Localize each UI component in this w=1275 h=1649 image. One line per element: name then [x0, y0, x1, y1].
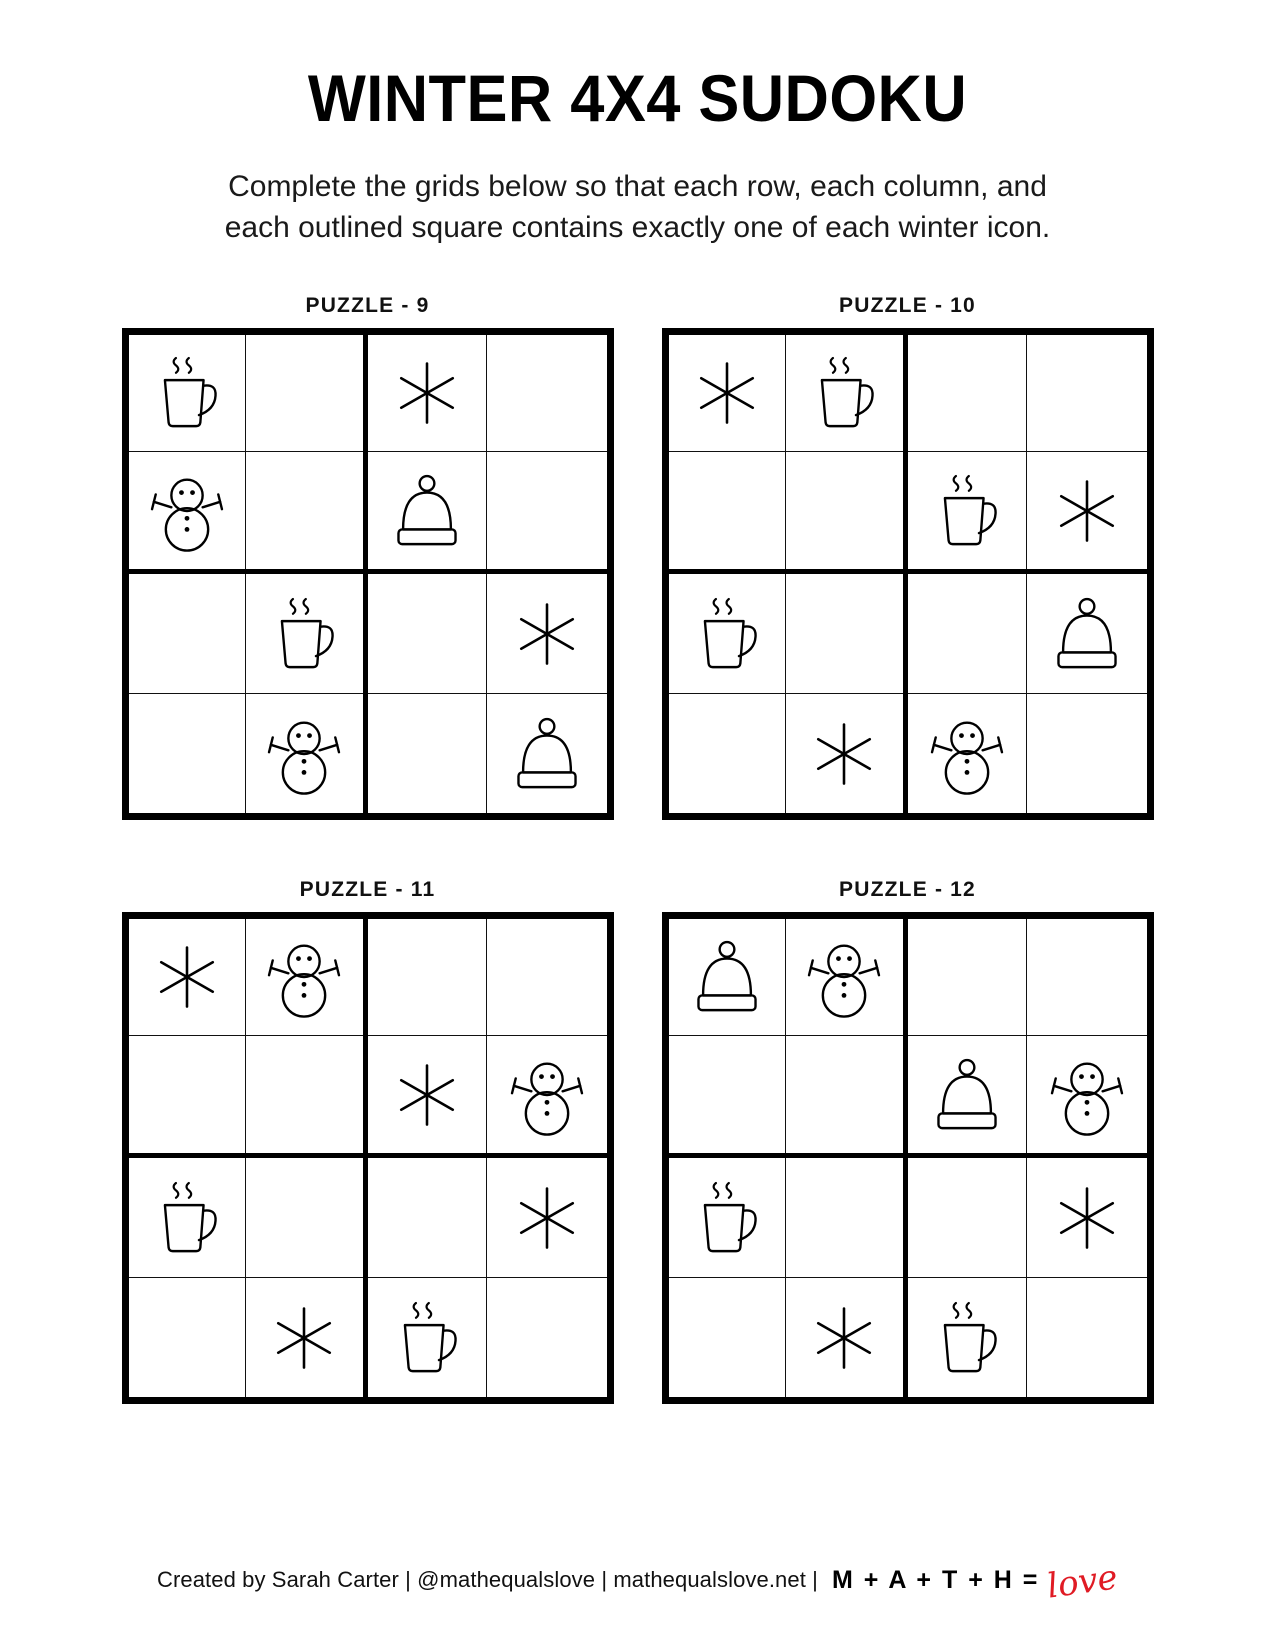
- sudoku-cell-empty[interactable]: [487, 452, 607, 569]
- sudoku-cell-winter-hat-icon[interactable]: [368, 452, 488, 569]
- puzzle-4: [638, 878, 1178, 1404]
- sudoku-cell-empty[interactable]: [246, 452, 363, 569]
- sudoku-cell-winter-hat-icon[interactable]: [669, 919, 786, 1036]
- snowman-icon: [1041, 1049, 1133, 1141]
- footer: [0, 1557, 1275, 1607]
- hot-cocoa-mug-icon: [681, 588, 773, 680]
- sudoku-grid: [122, 328, 614, 820]
- sudoku-cell-snowflake-icon[interactable]: [368, 1036, 488, 1153]
- mathequalslove-logo: [831, 1557, 1121, 1607]
- instructions: [138, 167, 1138, 248]
- sudoku-cell-snowflake-icon[interactable]: [786, 1278, 903, 1398]
- snowflake-icon: [258, 1292, 350, 1384]
- snowflake-icon: [141, 931, 233, 1023]
- footer-credit: Created by Sarah Carter | @mathequalslove | mathequalslove.net |: [156, 1567, 818, 1592]
- hot-cocoa-mug-icon: [141, 1172, 233, 1264]
- grid-block-2: [908, 919, 1147, 1158]
- sudoku-cell-empty[interactable]: [368, 919, 488, 1036]
- winter-hat-icon: [1041, 588, 1133, 680]
- sudoku-cell-empty[interactable]: [908, 335, 1028, 452]
- sudoku-cell-empty[interactable]: [1027, 1278, 1147, 1398]
- sudoku-cell-empty[interactable]: [786, 574, 903, 694]
- snowflake-icon: [501, 588, 593, 680]
- hot-cocoa-mug-icon: [798, 347, 890, 439]
- puzzle-label: PUZZLE - 10: [839, 294, 976, 318]
- hot-cocoa-mug-icon: [381, 1292, 473, 1384]
- snowman-icon: [798, 931, 890, 1023]
- grid-block-1: [129, 919, 368, 1158]
- sudoku-cell-empty[interactable]: [908, 1158, 1028, 1278]
- logo-love-text: love: [1044, 1557, 1121, 1607]
- sudoku-grid: [662, 912, 1154, 1404]
- puzzle-label: PUZZLE - 9: [305, 294, 430, 318]
- sudoku-cell-hot-cocoa-mug-icon[interactable]: [129, 1158, 246, 1278]
- grid-block-3: [669, 1158, 908, 1397]
- sudoku-cell-empty[interactable]: [786, 452, 903, 569]
- logo-math-text: M + A + T + H =: [831, 1565, 1040, 1594]
- snowman-icon: [141, 465, 233, 557]
- sudoku-cell-empty[interactable]: [908, 919, 1028, 1036]
- sudoku-cell-snowman-icon[interactable]: [487, 1036, 607, 1153]
- snowflake-icon: [1041, 1172, 1133, 1264]
- instructions-line-1: Complete the grids below so that each row, each column, and: [228, 170, 1047, 204]
- sudoku-cell-empty[interactable]: [368, 694, 488, 814]
- sudoku-grid: [122, 912, 614, 1404]
- sudoku-cell-empty[interactable]: [246, 335, 363, 452]
- sudoku-cell-empty[interactable]: [786, 1036, 903, 1153]
- hot-cocoa-mug-icon: [258, 588, 350, 680]
- hot-cocoa-mug-icon: [921, 465, 1013, 557]
- grid-block-2: [908, 335, 1147, 574]
- sudoku-grid: [662, 328, 1154, 820]
- sudoku-cell-snowflake-icon[interactable]: [669, 335, 786, 452]
- grid-block-3: [669, 574, 908, 813]
- winter-hat-icon: [501, 708, 593, 800]
- sudoku-cell-empty[interactable]: [129, 1278, 246, 1398]
- sudoku-cell-snowman-icon[interactable]: [908, 694, 1028, 814]
- grid-block-1: [669, 335, 908, 574]
- snowman-icon: [921, 708, 1013, 800]
- sudoku-cell-empty[interactable]: [1027, 919, 1147, 1036]
- grid-block-4: [908, 574, 1147, 813]
- sudoku-cell-snowflake-icon[interactable]: [487, 574, 607, 694]
- sudoku-cell-snowflake-icon[interactable]: [786, 694, 903, 814]
- snowflake-icon: [798, 708, 890, 800]
- sudoku-cell-snowflake-icon[interactable]: [487, 1158, 607, 1278]
- sudoku-cell-hot-cocoa-mug-icon[interactable]: [368, 1278, 488, 1398]
- snowman-icon: [258, 708, 350, 800]
- sudoku-cell-snowflake-icon[interactable]: [1027, 1158, 1147, 1278]
- sudoku-cell-hot-cocoa-mug-icon[interactable]: [669, 574, 786, 694]
- puzzle-grid-container: [0, 294, 1275, 1404]
- instructions-line-2: each outlined square contains exactly one of each winter icon.: [224, 210, 1051, 244]
- sudoku-cell-hot-cocoa-mug-icon[interactable]: [786, 335, 903, 452]
- sudoku-cell-snowman-icon[interactable]: [1027, 1036, 1147, 1153]
- hot-cocoa-mug-icon: [921, 1292, 1013, 1384]
- grid-block-4: [368, 1158, 607, 1397]
- sudoku-cell-empty[interactable]: [487, 1278, 607, 1398]
- puzzle-3: [98, 878, 638, 1404]
- grid-block-3: [129, 1158, 368, 1397]
- sudoku-cell-winter-hat-icon[interactable]: [487, 694, 607, 814]
- sudoku-cell-hot-cocoa-mug-icon[interactable]: [908, 452, 1028, 569]
- winter-hat-icon: [681, 931, 773, 1023]
- grid-block-4: [908, 1158, 1147, 1397]
- snowflake-icon: [681, 347, 773, 439]
- sudoku-cell-hot-cocoa-mug-icon[interactable]: [669, 1158, 786, 1278]
- sudoku-cell-empty[interactable]: [908, 574, 1028, 694]
- sudoku-cell-empty[interactable]: [1027, 335, 1147, 452]
- page-title: WINTER 4X4 SUDOKU: [307, 61, 968, 135]
- winter-hat-icon: [921, 1049, 1013, 1141]
- sudoku-cell-empty[interactable]: [246, 1036, 363, 1153]
- grid-block-3: [129, 574, 368, 813]
- sudoku-cell-empty[interactable]: [487, 919, 607, 1036]
- puzzle-label: PUZZLE - 11: [299, 878, 436, 902]
- puzzle-1: [98, 294, 638, 820]
- snowflake-icon: [381, 1049, 473, 1141]
- sudoku-cell-hot-cocoa-mug-icon[interactable]: [908, 1278, 1028, 1398]
- sudoku-cell-snowman-icon[interactable]: [246, 919, 363, 1036]
- sudoku-cell-snowflake-icon[interactable]: [1027, 452, 1147, 569]
- snowflake-icon: [798, 1292, 890, 1384]
- sudoku-cell-hot-cocoa-mug-icon[interactable]: [129, 335, 246, 452]
- snowflake-icon: [381, 347, 473, 439]
- puzzle-label: PUZZLE - 12: [839, 878, 976, 902]
- sudoku-cell-winter-hat-icon[interactable]: [908, 1036, 1028, 1153]
- grid-block-2: [368, 919, 607, 1158]
- sudoku-cell-empty[interactable]: [669, 1036, 786, 1153]
- grid-block-1: [129, 335, 368, 574]
- snowman-icon: [501, 1049, 593, 1141]
- snowflake-icon: [1041, 465, 1133, 557]
- sudoku-cell-empty[interactable]: [669, 694, 786, 814]
- sudoku-cell-snowman-icon[interactable]: [129, 452, 246, 569]
- winter-hat-icon: [381, 465, 473, 557]
- snowman-icon: [258, 931, 350, 1023]
- hot-cocoa-mug-icon: [141, 347, 233, 439]
- snowflake-icon: [501, 1172, 593, 1264]
- sudoku-cell-empty[interactable]: [368, 574, 488, 694]
- sudoku-cell-empty[interactable]: [129, 1036, 246, 1153]
- sudoku-cell-empty[interactable]: [786, 1158, 903, 1278]
- grid-block-4: [368, 574, 607, 813]
- sudoku-cell-empty[interactable]: [669, 452, 786, 569]
- sudoku-cell-empty[interactable]: [129, 694, 246, 814]
- sudoku-cell-empty[interactable]: [669, 1278, 786, 1398]
- sudoku-cell-snowflake-icon[interactable]: [368, 335, 488, 452]
- sudoku-cell-snowman-icon[interactable]: [786, 919, 903, 1036]
- sudoku-cell-snowman-icon[interactable]: [246, 694, 363, 814]
- hot-cocoa-mug-icon: [681, 1172, 773, 1264]
- puzzle-2: [638, 294, 1178, 820]
- sudoku-cell-empty[interactable]: [368, 1158, 488, 1278]
- sudoku-cell-empty[interactable]: [246, 1158, 363, 1278]
- grid-block-1: [669, 919, 908, 1158]
- grid-block-2: [368, 335, 607, 574]
- sudoku-cell-snowflake-icon[interactable]: [246, 1278, 363, 1398]
- sudoku-cell-hot-cocoa-mug-icon[interactable]: [246, 574, 363, 694]
- sudoku-cell-empty[interactable]: [129, 574, 246, 694]
- sudoku-cell-empty[interactable]: [487, 335, 607, 452]
- sudoku-cell-empty[interactable]: [1027, 694, 1147, 814]
- sudoku-cell-winter-hat-icon[interactable]: [1027, 574, 1147, 694]
- sudoku-cell-snowflake-icon[interactable]: [129, 919, 246, 1036]
